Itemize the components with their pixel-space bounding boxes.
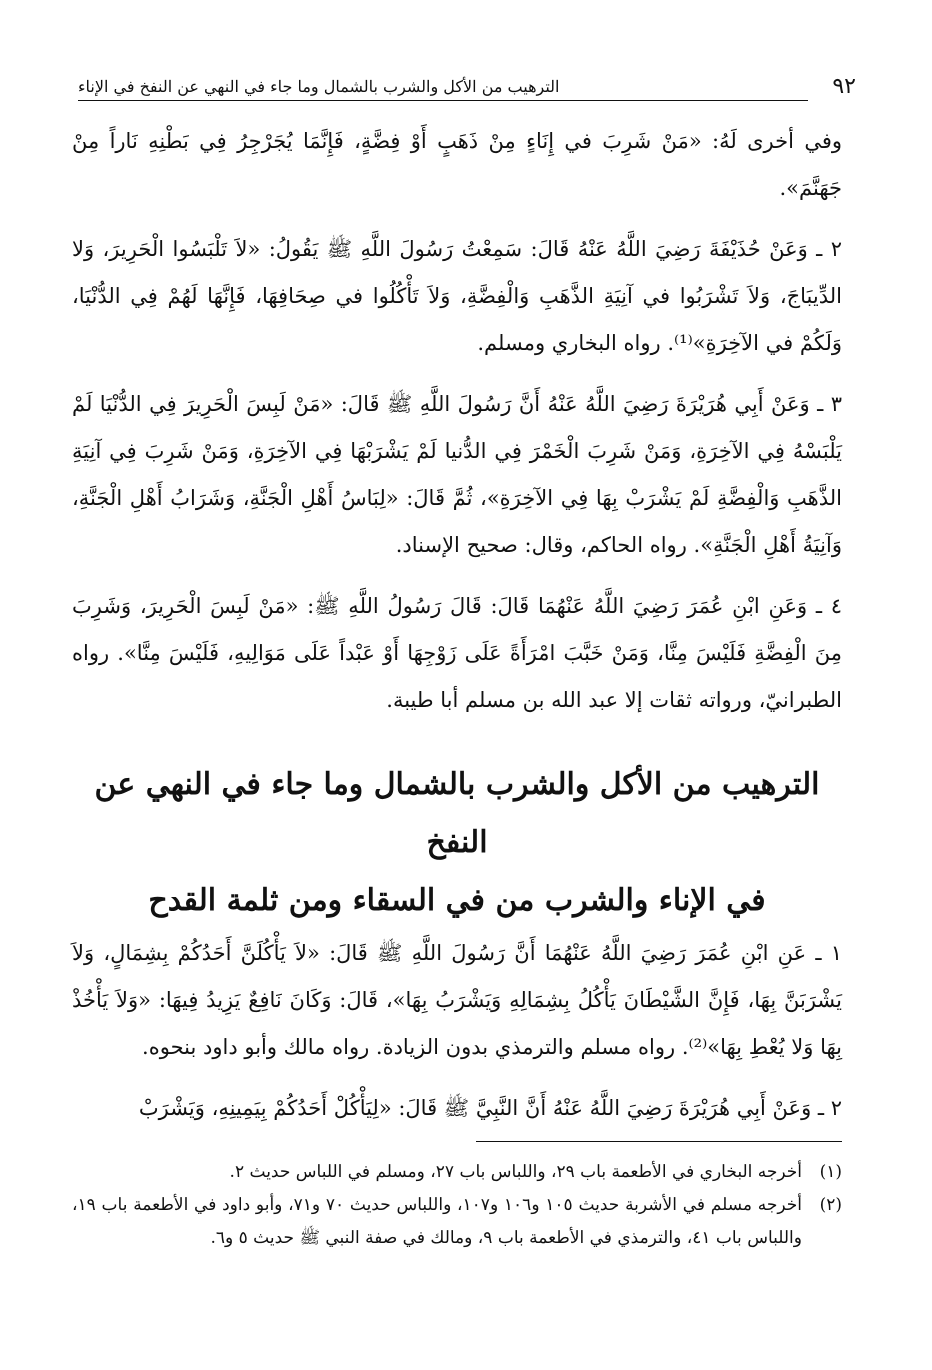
hadith-paragraph: ١ ـ عَنِ ابْنِ عُمَرَ رَضِيَ اللَّهُ عَنْهُمَا أَنَّ رَسُولَ اللَّهِ ﷺ قَالَ: «لاَ يَأْكُلَنَّ أَحَدُكُمْ بِشِمَالٍ، وَلاَ يَشْرَبَنَّ بِهَا، فَإِنَّ الشَّيْطَانَ يَأْكُلُ بِشِمَالِهِ وَيَشْرَبُ بِهَا»، قَالَ: وَكَانَ نَافِعٌ يَزِيدُ فِيهَا: «وَلاَ يَأْخُذْ بِهَا وَلا يُعْطِ بِهَا»⁽²⁾. رواه مسلم والترمذي بدون الزيادة. رواه مالك وأبو داود بنحوه. xyxy=(72,941,842,1059)
hadith-paragraph: ٤ ـ وَعَنِ ابْنِ عُمَرَ رَضِيَ اللَّهُ عَنْهُمَا قَالَ: قَالَ رَسُولُ اللَّهِ ﷺ: «مَنْ لَبِسَ الْحَرِيرَ، وَشَرِبَ مِنَ الْفِضَّةِ فَلَيْسَ مِنَّا، وَمَنْ خَبَّبَ امْرَأَةً عَلَى زَوْجِهَا أَوْ عَبْداً عَلَى مَوَالِيهِ، فَلَيْسَ مِنَّا». رواه الطبرانيّ، ورواته ثقات إلا عبد الله بن مسلم أبا طيبة. xyxy=(72,594,842,712)
page-body xyxy=(72,118,842,1132)
page-header xyxy=(78,72,856,102)
footnote-text: أخرجه البخاري في الأطعمة باب ٢٩، واللباس باب ٢٧، ومسلم في اللباس حديث ٢. xyxy=(229,1162,802,1182)
footnote-text: أخرجه مسلم في الأشربة حديث ١٠٥ و١٠٦ و١٠٧، واللباس حديث ٧٠ و٧١، وأبو داود في الأطعمة باب ١٩، واللباس باب ٤١، والترمذي في الأطعمة باب ٩، ومالك في صفة النبي ﷺ حديث ٥ و٦. xyxy=(72,1195,802,1248)
header-rule xyxy=(78,100,808,101)
footnotes xyxy=(72,1156,842,1255)
section-heading xyxy=(72,756,842,930)
running-title: الترهيب من الأكل والشرب بالشمال وما جاء في النهي عن النفخ في الإناء xyxy=(78,77,560,96)
section-heading-line: الترهيب من الأكل والشرب بالشمال وما جاء في النهي عن النفخ xyxy=(94,767,820,860)
footnote-number: (٢) xyxy=(819,1195,842,1215)
section-heading-line: في الإناء والشرب من في السقاء ومن ثلمة القدح xyxy=(148,883,766,918)
hadith-paragraph: ٢ ـ وَعَنْ حُذَيْفَةَ رَضِيَ اللَّهُ عَنْهُ قَالَ: سَمِعْتُ رَسُولَ اللَّهِ ﷺ يَقُولُ: «لاَ تَلْبَسُوا الْحَرِيرَ، وَلا الدِّيبَاجَ، وَلاَ تَشْرَبُوا في آنِيَةِ الذَّهَبِ وَالْفِضَّةِ، وَلاَ تَأْكُلُوا في صِحَافِهَا، فَإِنَّهَا لَهُمْ فِي الدُّنْيَا، وَلَكُمْ في الآخِرَةِ»⁽¹⁾. رواه البخاري ومسلم. xyxy=(72,237,842,355)
footnote-number: (١) xyxy=(819,1162,842,1182)
hadith-paragraph: ٣ ـ وَعَنْ أَبِي هُرَيْرَةَ رَضِيَ اللَّهُ عَنْهُ أَنَّ رَسُولَ اللَّهِ ﷺ قَالَ: «مَنْ لَبِسَ الْحَرِيرَ فِي الدُّنْيَا لَمْ يَلْبَسْهُ فِي الآخِرَةِ، وَمَنْ شَرِبَ الْخَمْرَ فِي الدُّنيا لَمْ يَشْرَبْهَا فِي الآخِرَةِ، وَمَنْ شَرِبَ فِي آنِيَةِ الذَّهَبِ وَالْفِضَّةِ لَمْ يَشْرَبْ بِهَا فِي الآخِرَةِ»، ثُمَّ قَالَ: «لِبَاسُ أَهْلِ الْجَنَّةِ، وَشَرَابُ أَهْلِ الْجَنَّةِ، وَآنِيَةُ أَهْلِ الْجَنَّةِ». رواه الحاكم، وقال: صحيح الإسناد. xyxy=(72,392,842,557)
footnote-rule xyxy=(476,1141,842,1142)
footnote xyxy=(72,1156,842,1189)
footnote xyxy=(72,1189,842,1255)
hadith-paragraph: ٢ ـ وَعَنْ أَبِي هُرَيْرَةَ رَضِيَ اللَّهُ عَنْهُ أَنَّ النَّبِيَّ ﷺ قَالَ: «لِيَأْكُلْ أَحَدُكُمْ بِيَمِينِهِ، وَيَشْرَبْ xyxy=(138,1096,842,1120)
page-number: ٩٢ xyxy=(832,74,856,99)
hadith-paragraph: وفي أخرى لَهُ: «مَنْ شَرِبَ في إِنَاءٍ مِنْ ذَهَبٍ أَوْ فِضَّةٍ، فَإِنَّمَا يُجَرْجِرُ فِي بَطْنِهِ نَاراً مِنْ جَهَنَّمَ». xyxy=(72,129,842,200)
